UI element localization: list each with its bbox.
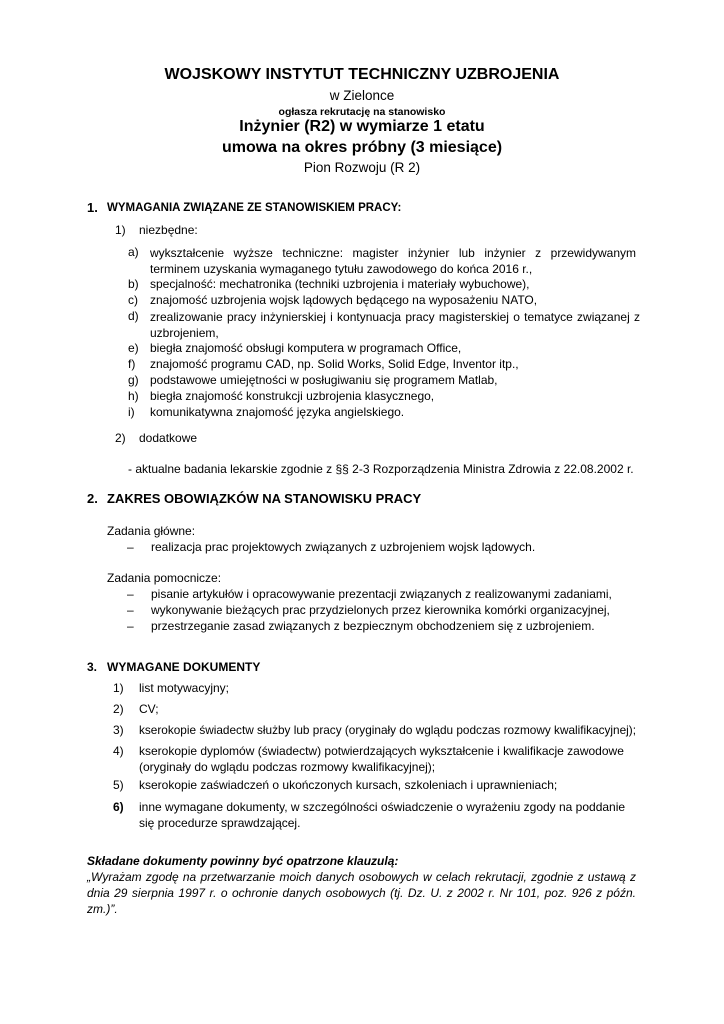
- requirement-item-g: podstawowe umiejętności w posługiwaniu się programem Matlab,: [150, 373, 498, 387]
- dash-bullet: –: [127, 587, 134, 601]
- institute-name: WOJSKOWY INSTYTUT TECHNICZNY UZBROJENIA: [164, 66, 560, 83]
- requirement-marker-e: e): [128, 341, 139, 355]
- requirement-item-c: znajomość uzbrojenia wojsk lądowych będącego na wyposażeniu NATO,: [150, 293, 538, 307]
- requirement-item-e: biegła znajomość obsługi komputera w programach Office,: [150, 341, 462, 355]
- requirement-marker-h: h): [128, 389, 139, 403]
- position-title: Inżynier (R2) w wymiarze 1 etatu: [239, 118, 485, 135]
- auxiliary-task-item: pisanie artykułów i opracowywanie prezentacji związanych z realizowanymi zadaniami,: [151, 587, 612, 601]
- contract-type: umowa na okres próbny (3 miesiące): [221, 139, 503, 156]
- requirement-item-i: komunikatywna znajomość języka angielskiego.: [150, 405, 405, 419]
- section1-title: WYMAGANIA ZWIĄZANE ZE STANOWISKIEM PRACY:: [107, 202, 402, 214]
- section2-title: ZAKRES OBOWIĄZKÓW NA STANOWISKU PRACY: [107, 491, 422, 506]
- document-item: kserokopie zaświadczeń o ukończonych kursach, szkoleniach i uprawnieniach;: [139, 778, 558, 792]
- clause-heading: Składane dokumenty powinny być opatrzone klauzulą:: [87, 854, 399, 868]
- additional-requirement-note: - aktualne badania lekarskie zgodnie z §§ 2-3 Rozporządzenia Ministra Zdrowia z 22.08.2002 r.: [128, 462, 634, 476]
- requirement-marker-a: a): [128, 245, 139, 259]
- section1-additional-label: dodatkowe: [139, 431, 198, 445]
- auxiliary-tasks-label: Zadania pomocnicze:: [107, 571, 222, 585]
- requirement-marker-b: b): [128, 277, 139, 291]
- department-name: Pion Rozwoju (R 2): [303, 160, 421, 175]
- requirement-marker-i: i): [128, 405, 135, 419]
- section2-number: 2.: [87, 491, 98, 506]
- document-item: CV;: [139, 702, 159, 716]
- document-item-line2: się procedurze sprawdzającej.: [139, 816, 301, 830]
- document-item-line2: (oryginały do wglądu podczas rozmowy kwalifikacyjnej);: [139, 760, 436, 774]
- auxiliary-task-item: wykonywanie bieżących prac przydzielonych przez kierownika komórki organizacyjnej,: [151, 603, 610, 617]
- document-marker: 1): [113, 681, 124, 695]
- requirement-item-a: wykształcenie wyższe techniczne: magister inżynier lub inżynier z przewidywanym terminem uzyskania wymaganego tytułu zawodowego do końca 2016 r.,: [150, 246, 636, 276]
- document-item-line1: kserokopie dyplomów (świadectw) potwierdzających wykształcenie i kwalifikacje zawodowe: [139, 744, 624, 758]
- section1-additional-number: 2): [115, 431, 126, 445]
- clause-text: „Wyrażam zgodę na przetwarzanie moich danych osobowych w celach rekrutacji, zgodnie z ustawą z dnia 29 sierpnia 1997 r. o ochronie danych osobowych (tj. Dz. U. z 2002 r. Nr 101, poz. 926 z późn. zm.)”.: [87, 870, 636, 916]
- section1-required-label: niezbędne:: [139, 223, 198, 237]
- dash-bullet: –: [127, 619, 134, 633]
- institute-location: w Zielonce: [329, 88, 395, 103]
- requirement-marker-c: c): [128, 293, 138, 307]
- document-marker: 5): [113, 778, 124, 792]
- dash-bullet: –: [127, 540, 134, 554]
- requirement-marker-d: d): [128, 309, 139, 323]
- document-marker: 6): [113, 800, 124, 814]
- section1-number: 1.: [87, 200, 98, 215]
- requirement-item-d: zrealizowanie pracy inżynierskiej i kontynuacja pracy magisterskiej o tematyce związanej z uzbrojeniem,: [150, 310, 640, 340]
- document-marker: 2): [113, 702, 124, 716]
- section3-number: 3.: [87, 660, 98, 674]
- requirement-item-h: biegła znajomość konstrukcji uzbrojenia klasycznego,: [150, 389, 435, 403]
- section1-required-number: 1): [115, 223, 126, 237]
- auxiliary-task-item: przestrzeganie zasad związanych z bezpiecznym obchodzeniem się z uzbrojeniem.: [151, 619, 595, 633]
- document-marker: 4): [113, 744, 124, 758]
- requirement-marker-g: g): [128, 373, 139, 387]
- section3-title: WYMAGANE DOKUMENTY: [107, 660, 261, 674]
- requirement-marker-f: f): [128, 357, 136, 371]
- main-tasks-label: Zadania główne:: [107, 524, 196, 538]
- document-item: kserokopie świadectw służby lub pracy (oryginały do wglądu podczas rozmowy kwalifikacyjnej);: [139, 723, 636, 737]
- requirement-item-f: znajomość programu CAD, np. Solid Works, Solid Edge, Inventor itp.,: [150, 357, 519, 371]
- document-item: list motywacyjny;: [139, 681, 230, 695]
- document-item-line1: inne wymagane dokumenty, w szczególności oświadczenie o wyrażeniu zgody na poddanie: [139, 800, 626, 814]
- announcement-line: ogłasza rekrutację na stanowisko: [278, 106, 446, 118]
- requirement-item-b: specjalność: mechatronika (techniki uzbrojenia i materiały wybuchowe),: [150, 277, 530, 291]
- document-marker: 3): [113, 723, 124, 737]
- main-task-item: realizacja prac projektowych związanych z uzbrojeniem wojsk lądowych.: [151, 540, 536, 554]
- dash-bullet: –: [127, 603, 134, 617]
